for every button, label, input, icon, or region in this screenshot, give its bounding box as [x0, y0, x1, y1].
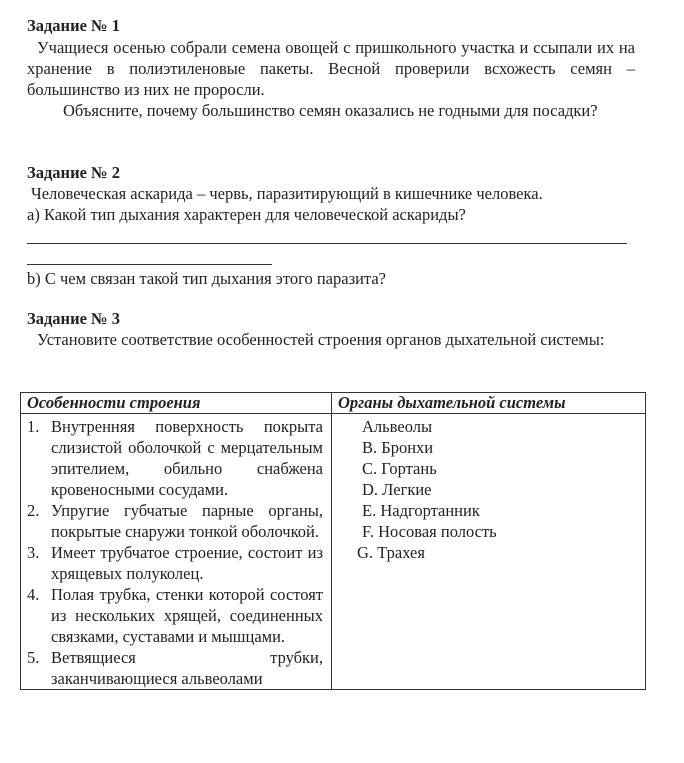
feature-item — [21, 647, 331, 689]
organ-option: B. Бронхи — [362, 438, 434, 457]
organ-option: F. Носовая полость — [362, 522, 497, 541]
task2-title: Задание № 2 — [27, 163, 120, 182]
task3-text: Установите соответствие особенностей строения органов дыхательной системы: — [37, 330, 605, 349]
header-features: Особенности строения — [21, 393, 332, 414]
organ-option: G. Трахея — [357, 543, 425, 562]
feature-text: Внутренняя поверхность покрыта слизистой оболочкой с мерцательным эпителием, обильно снабжена кровеносными сосудами. — [51, 417, 323, 499]
feature-item — [21, 416, 331, 500]
feature-number: 5. — [27, 648, 40, 667]
task2-question-b: b) С чем связан такой тип дыхания этого паразита? — [27, 269, 386, 288]
feature-item — [21, 542, 331, 584]
feature-number: 1. — [27, 417, 40, 436]
matching-table — [20, 392, 646, 690]
feature-item — [21, 500, 331, 542]
feature-text: Упругие губчатые парные органы, покрытые снаружи тонкой оболочкой. — [51, 501, 323, 541]
feature-text: Имеет трубчатое строение, состоит из хрящевых полуколец. — [51, 543, 323, 583]
organ-option: Альвеолы — [362, 417, 433, 436]
organs-cell — [332, 414, 646, 690]
features-cell — [21, 414, 332, 690]
answer-line[interactable] — [27, 243, 627, 244]
answer-line[interactable] — [27, 264, 272, 265]
task1-text: Учащиеся осенью собрали семена овощей с пришкольного участка и ссыпали их на хранение в полиэтиленовые пакеты. Весной проверили всхожесть семян – большинство из них не проросли. — [27, 38, 635, 99]
header-organs: Органы дыхательной системы — [332, 393, 646, 414]
feature-text: Полая трубка, стенки которой состоят из нескольких хрящей, соединенных связками, суставами и мышцами. — [51, 585, 323, 646]
organ-option: E. Надгортанник — [362, 501, 480, 520]
task1-question: Объясните, почему большинство семян оказались не годными для посадки? — [63, 101, 598, 120]
feature-number: 3. — [27, 543, 40, 562]
task3-title: Задание № 3 — [27, 309, 120, 328]
organ-option: C. Гортань — [362, 459, 437, 478]
task2-intro: Человеческая аскарида – червь, паразитирующий в кишечнике человека. — [31, 184, 543, 203]
feature-number: 2. — [27, 501, 40, 520]
feature-text: Ветвящиеся трубки, заканчивающиеся альвеолами — [51, 648, 323, 688]
feature-number: 4. — [27, 585, 40, 604]
task2-question-a: а) Какой тип дыхания характерен для человеческой аскариды? — [27, 205, 466, 224]
organ-option: D. Легкие — [362, 480, 432, 499]
feature-item — [21, 584, 331, 647]
task1-title: Задание № 1 — [27, 16, 120, 35]
